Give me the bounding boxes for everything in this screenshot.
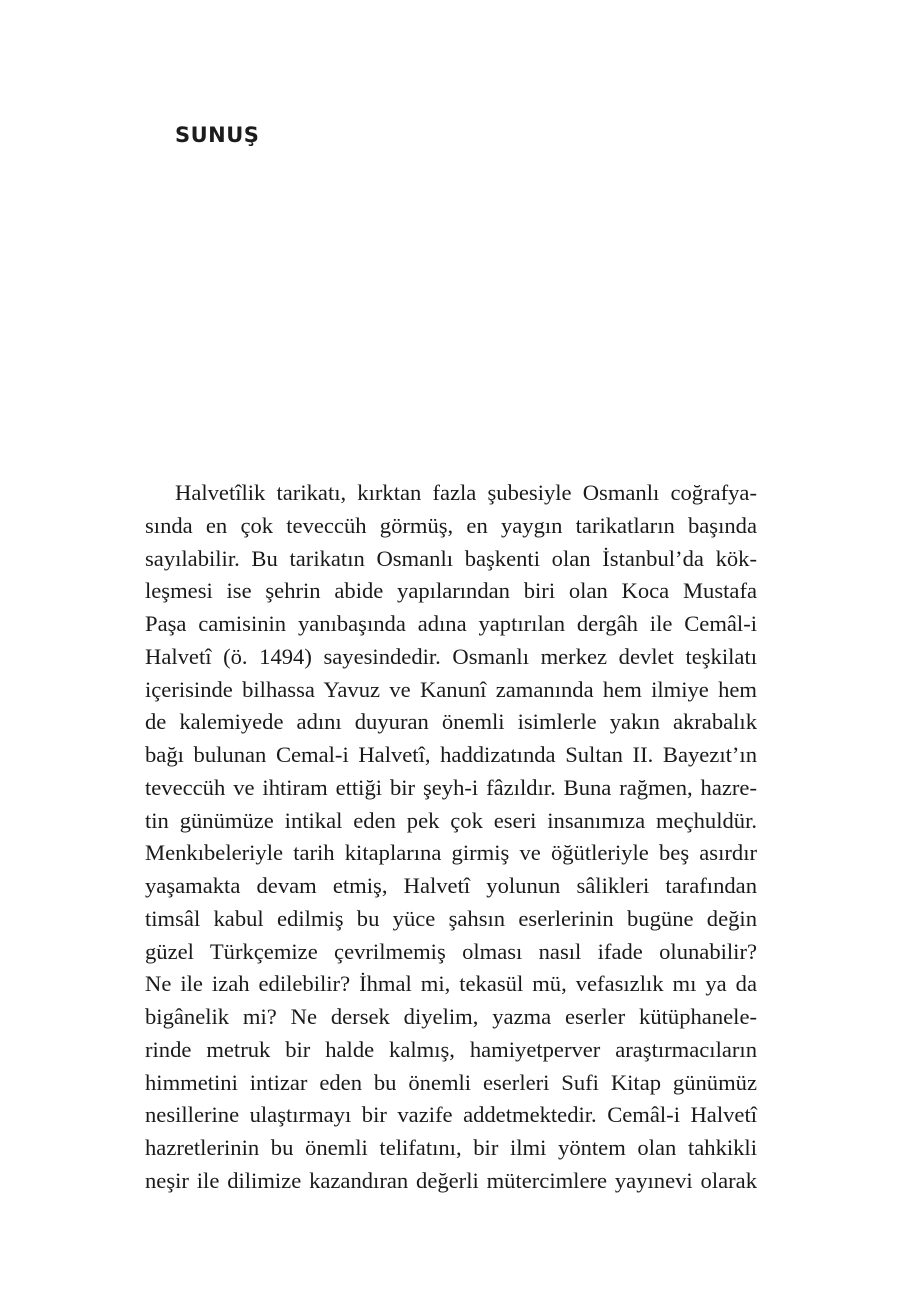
text-line: himmetini intizar eden bu önemli eserleri Sufi Kitap günümüz [145, 1069, 757, 1095]
text-line: Menkıbeleriyle tarih kitaplarına girmiş ve öğütleriyle beş asırdır [145, 840, 757, 866]
body-paragraph [145, 477, 757, 1198]
text-line: Halvetî (ö. 1494) sayesindedir. Osmanlı merkez devlet teşkilatı [145, 643, 757, 669]
page-heading: SUNUŞ [175, 123, 260, 147]
text-line: sayılabilir. Bu tarikatın Osmanlı başkenti olan İstanbul’da kök- [145, 545, 757, 571]
text-line: sında en çok teveccüh görmüş, en yaygın tarikatların başında [145, 512, 757, 538]
text-line: teveccüh ve ihtiram ettiği bir şeyh-i fâzıldır. Buna rağmen, hazre- [145, 774, 757, 800]
text-line: de kalemiyede adını duyuran önemli isimlerle yakın akrabalık [145, 709, 757, 735]
text-line: rinde metruk bir halde kalmış, hamiyetperver araştırmacıların [145, 1036, 757, 1062]
text-line: güzel Türkçemize çevrilmemiş olması nasıl ifade olunabilir? [145, 938, 757, 964]
text-line: Ne ile izah edilebilir? İhmal mi, tekasül mü, vefasızlık mı ya da [145, 971, 757, 997]
text-line: yaşamakta devam etmiş, Halvetî yolunun sâlikleri tarafından [145, 873, 757, 898]
text-line: Paşa camisinin yanıbaşında adına yaptırılan dergâh ile Cemâl-i [145, 611, 757, 636]
text-line: hazretlerinin bu önemli telifatını, bir ilmi yöntem olan tahkikli [145, 1135, 757, 1160]
text-line: Halvetîlik tarikatı, kırktan fazla şubesiyle Osmanlı coğrafya- [175, 480, 757, 505]
text-line: içerisinde bilhassa Yavuz ve Kanunî zamanında hem ilmiye hem [145, 676, 757, 702]
text-line: timsâl kabul edilmiş bu yüce şahsın eserlerinin bugüne değin [145, 905, 757, 931]
text-line: bigânelik mi? Ne dersek diyelim, yazma eserler kütüphanele- [145, 1004, 757, 1029]
text-line: nesillerine ulaştırmayı bir vazife addetmektedir. Cemâl-i Halvetî [145, 1102, 757, 1128]
text-line: bağı bulunan Cemal-i Halvetî, haddizatında Sultan II. Bayezıt’ın [145, 742, 757, 767]
text-line: leşmesi ise şehrin abide yapılarından biri olan Koca Mustafa [145, 578, 757, 604]
text-line: neşir ile dilimize kazandıran değerli mütercimlere yayınevi olarak [145, 1167, 757, 1193]
text-line: tin günümüze intikal eden pek çok eseri insanımıza meçhuldür. [145, 807, 757, 833]
